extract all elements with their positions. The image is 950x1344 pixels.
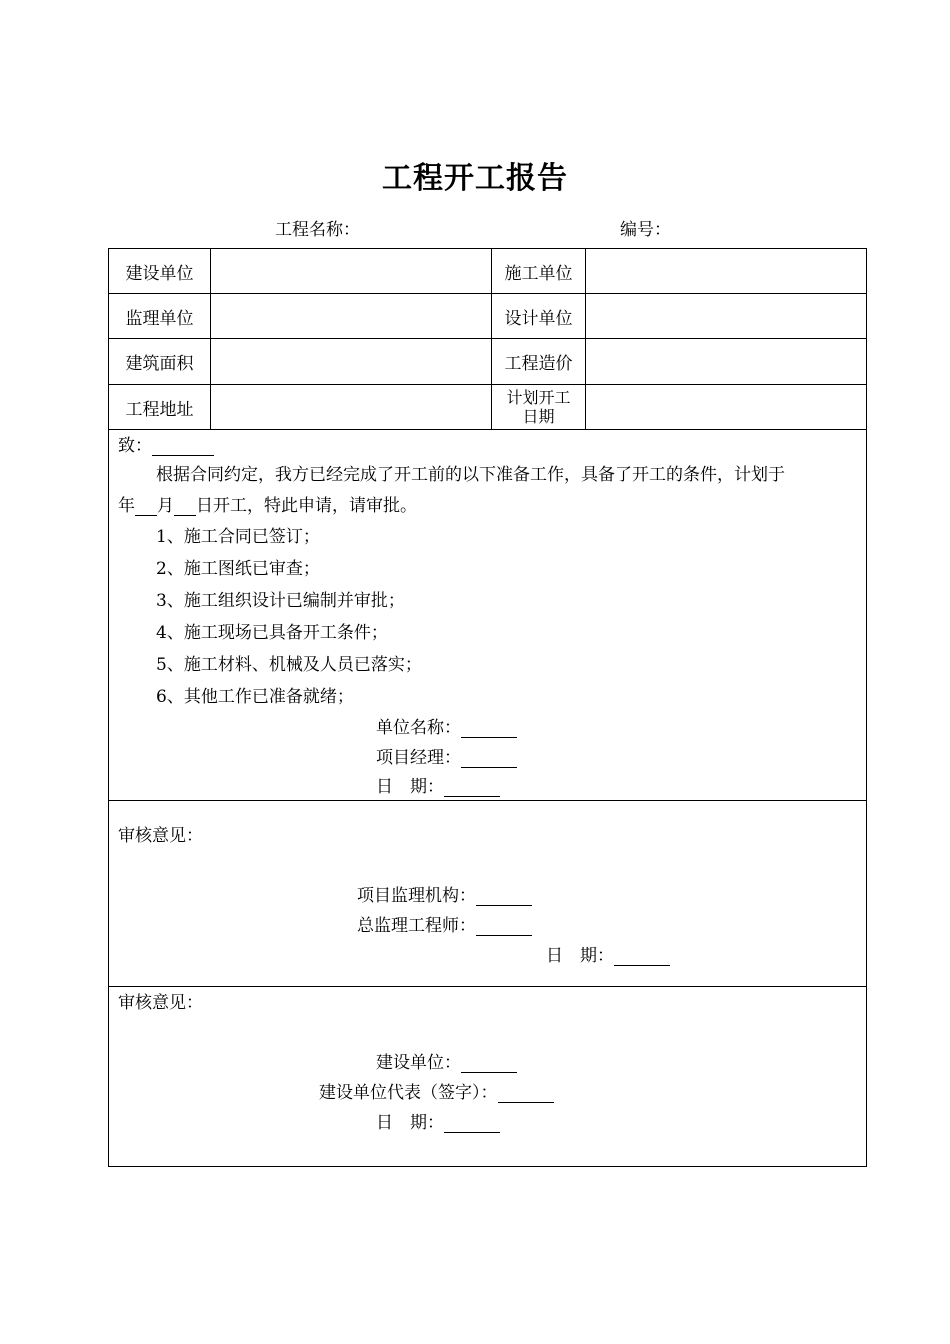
month-label: 月 — [157, 496, 174, 516]
day-tail: 日开工，特此申请，请审批。 — [196, 496, 417, 516]
application-paragraph-line2 — [118, 491, 417, 516]
unit-name-line — [376, 713, 517, 738]
builder-unit-field[interactable] — [586, 249, 866, 293]
project-manager-label: 项目经理： — [376, 748, 461, 768]
project-manager-line — [376, 743, 517, 768]
owner-date-blank[interactable] — [444, 1114, 500, 1133]
prep-item: 1、施工合同已签订； — [156, 527, 320, 547]
label-building-area: 建筑面积 — [125, 354, 194, 374]
month-blank[interactable] — [135, 497, 157, 516]
application-paragraph-line1: 根据合同约定，我方已经完成了开工前的以下准备工作，具备了开工的条件，计划于 — [156, 465, 785, 485]
number-label: 编号： — [620, 220, 671, 240]
owner-date-line — [376, 1108, 500, 1133]
supervision-org-blank[interactable] — [476, 887, 532, 906]
owner-opinion-label: 审核意见： — [118, 993, 203, 1013]
planned-start-date-field[interactable] — [586, 385, 866, 429]
label-planned-start-line1: 计划开工 — [506, 388, 571, 407]
project-cost-field[interactable] — [586, 339, 866, 384]
label-supervision-unit: 监理单位 — [125, 308, 194, 329]
project-name-label: 工程名称： — [275, 220, 360, 240]
label-construction-unit: 建设单位 — [125, 263, 194, 284]
owner-unit-line — [376, 1048, 517, 1073]
prep-item: 5、施工材料、机械及人员已落实； — [156, 655, 422, 675]
supervision-org-label: 项目监理机构： — [357, 886, 476, 906]
application-date-label: 日 期： — [376, 777, 444, 797]
section-divider — [108, 800, 867, 801]
page-title: 工程开工报告 — [382, 161, 568, 196]
owner-unit-label: 建设单位： — [376, 1053, 461, 1073]
to-blank[interactable] — [152, 437, 214, 456]
year-label: 年 — [118, 496, 135, 516]
owner-rep-label: 建设单位代表（签字）： — [319, 1083, 498, 1103]
chief-engineer-line — [357, 911, 532, 936]
building-area-field[interactable] — [211, 339, 491, 384]
owner-opinion-field[interactable] — [118, 1012, 858, 1042]
prep-item: 4、施工现场已具备开工条件； — [156, 623, 388, 643]
prep-item: 6、其他工作已准备就绪； — [156, 687, 354, 707]
owner-unit-blank[interactable] — [461, 1054, 517, 1073]
label-planned-start-date — [492, 385, 585, 429]
owner-date-label: 日 期： — [376, 1113, 444, 1133]
supervision-date-blank[interactable] — [614, 947, 670, 966]
owner-rep-line — [319, 1078, 554, 1103]
to-line — [118, 431, 214, 456]
owner-rep-signature-blank[interactable] — [498, 1084, 554, 1103]
unit-name-label: 单位名称： — [376, 718, 461, 738]
label-design-unit: 设计单位 — [504, 308, 573, 329]
supervision-opinion-label: 审核意见： — [118, 826, 203, 846]
supervision-opinion-field[interactable] — [118, 845, 858, 875]
project-address-field[interactable] — [211, 385, 491, 429]
chief-engineer-blank[interactable] — [476, 917, 532, 936]
supervision-date-label: 日 期： — [546, 946, 614, 966]
design-unit-field[interactable] — [586, 294, 866, 338]
section-divider — [108, 986, 867, 987]
label-planned-start-line2: 日期 — [522, 407, 555, 426]
label-builder-unit: 施工单位 — [504, 263, 573, 284]
prep-item: 3、施工组织设计已编制并审批； — [156, 591, 405, 611]
supervision-unit-field[interactable] — [211, 294, 491, 338]
to-label: 致： — [118, 436, 152, 456]
application-date-line — [376, 772, 500, 797]
project-manager-blank[interactable] — [461, 749, 517, 768]
construction-unit-field[interactable] — [211, 249, 491, 293]
row-divider — [108, 429, 867, 430]
supervision-org-line — [357, 881, 532, 906]
supervision-date-line — [546, 941, 670, 966]
day-blank[interactable] — [174, 497, 196, 516]
application-date-blank[interactable] — [444, 778, 500, 797]
chief-engineer-label: 总监理工程师： — [357, 916, 476, 936]
unit-name-blank[interactable] — [461, 719, 517, 738]
prep-item: 2、施工图纸已审查； — [156, 559, 320, 579]
label-project-cost: 工程造价 — [504, 354, 573, 374]
label-project-address: 工程地址 — [125, 399, 194, 420]
